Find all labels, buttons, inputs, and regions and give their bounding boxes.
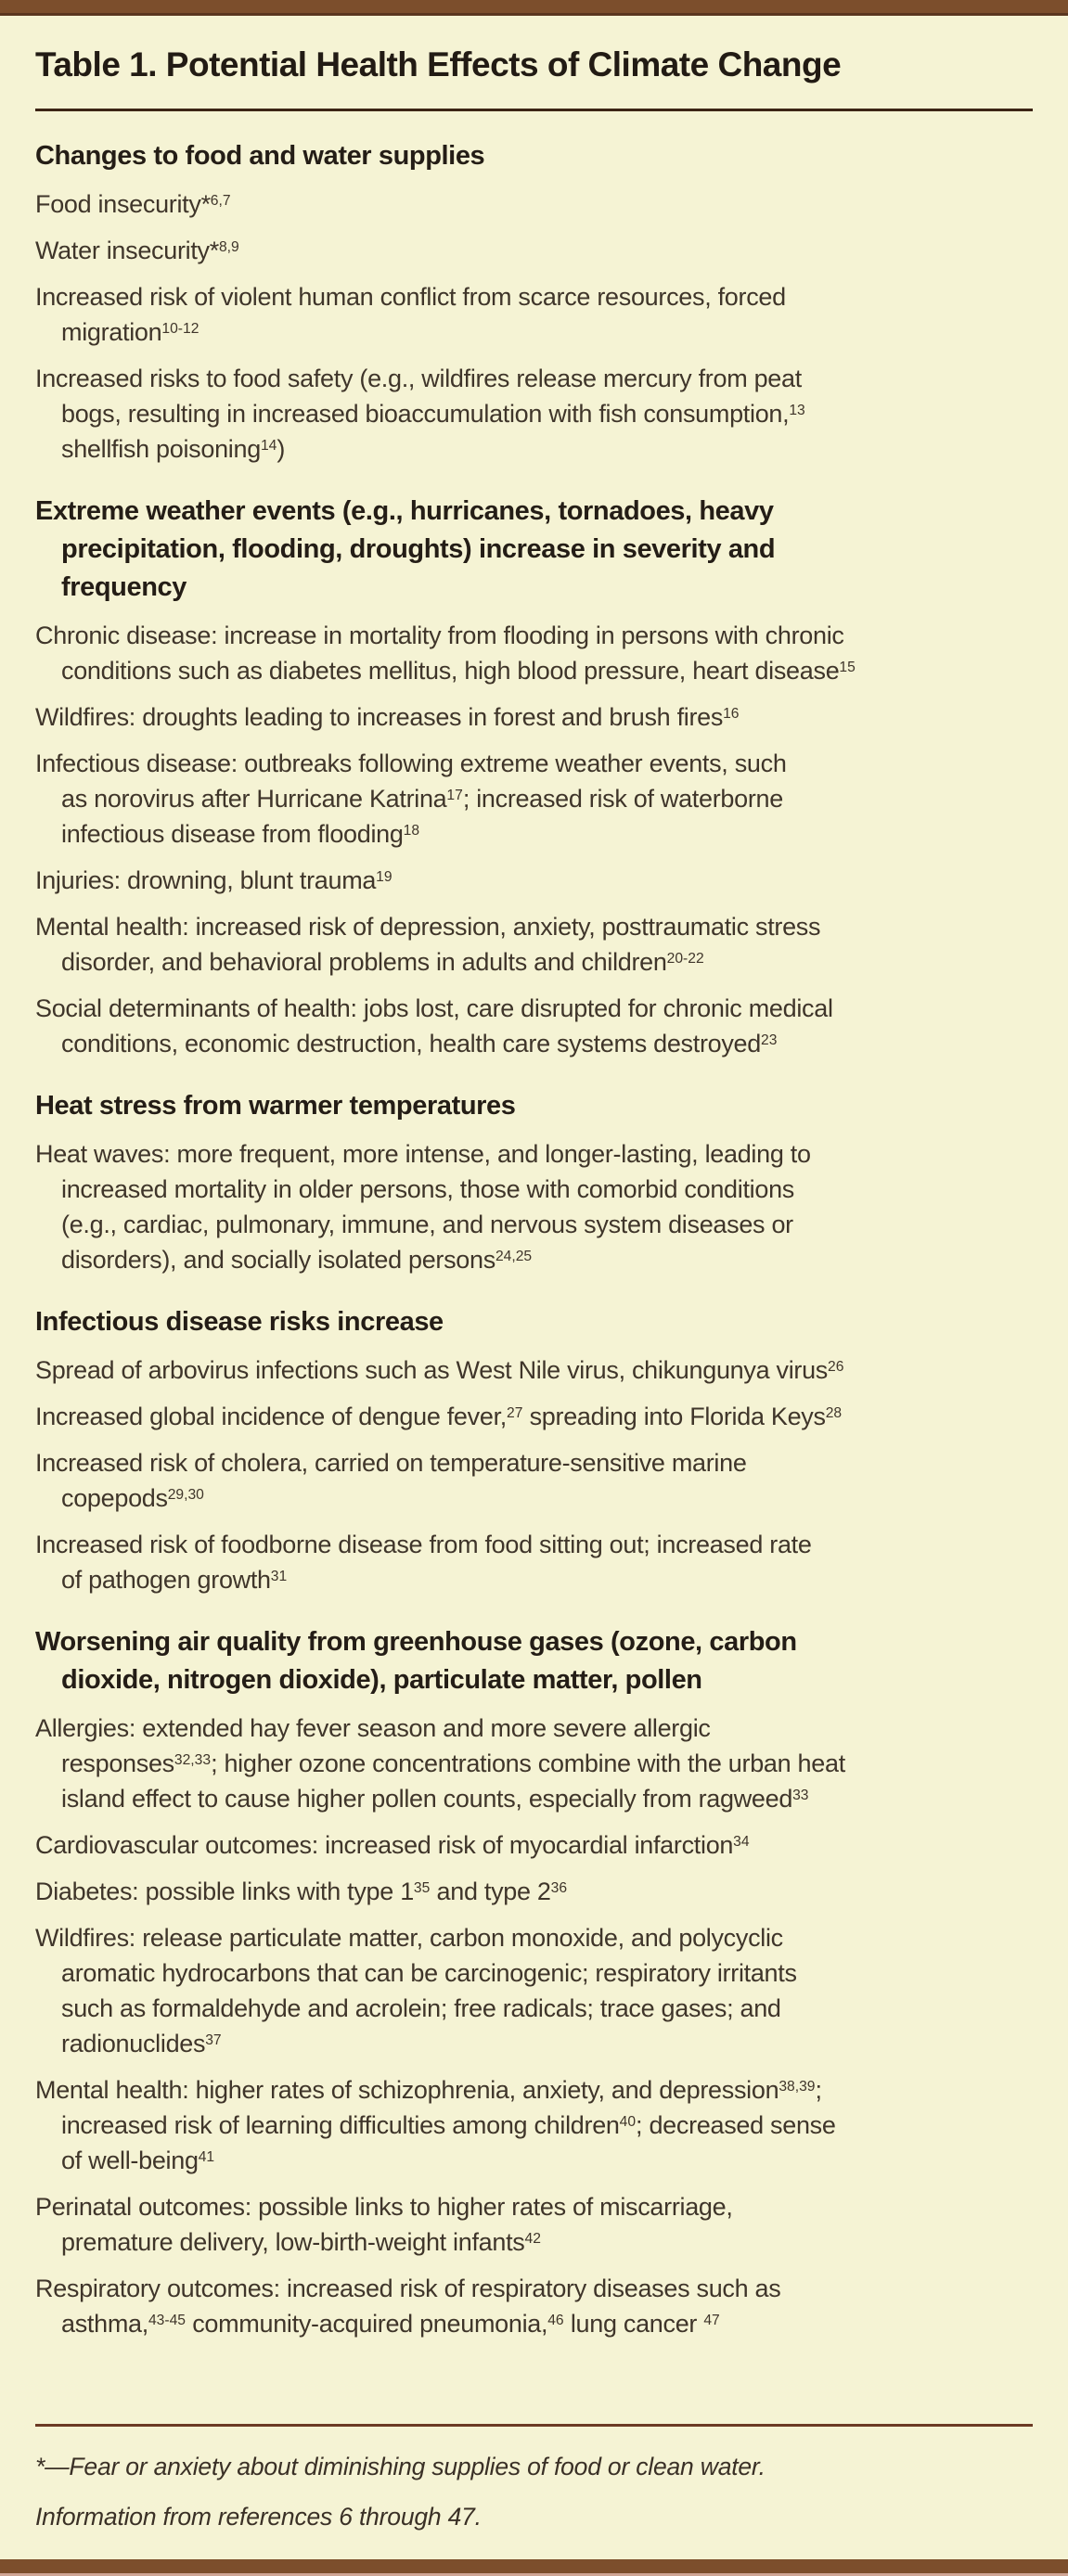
table-item: Mental health: increased risk of depression, anxiety, posttraumatic stress disorder, and behavioral problems in adults and children$^{20-22}$ xyxy=(35,913,821,976)
reference-superscript: 17 xyxy=(446,787,463,803)
table-item: Increased risk of foodborne disease from food sitting out; increased rate of pathogen growth$^{31}$ xyxy=(35,1531,812,1594)
section-infectious-disease xyxy=(35,1303,1033,1597)
reference-superscript: 38,39 xyxy=(778,2078,816,2095)
table-item: Allergies: extended hay fever season and more severe allergic responses$^{32,33}$; higher ozone concentrations combine with the urban heat island effect to cause higher pollen counts, especially from ragweed$^{33}$ xyxy=(35,1714,845,1813)
reference-superscript: 37 xyxy=(205,2031,222,2048)
reference-superscript: 8,9 xyxy=(218,238,239,255)
section-air-quality xyxy=(35,1623,1033,2341)
reference-superscript: 18 xyxy=(403,822,420,839)
section-heading: Heat stress from warmer temperatures xyxy=(35,1091,516,1121)
footnote-source: Information from references 6 through 47. xyxy=(35,2503,482,2531)
reference-superscript: 14 xyxy=(260,437,277,454)
reference-superscript: 41 xyxy=(198,2148,215,2165)
table-item: Diabetes: possible links with type $1^{35}$ and type $2^{36}$ xyxy=(35,1878,568,1905)
table-item: Mental health: higher rates of schizophrenia, anxiety, and depression$^{38,39}$; increased risk of learning difficulties among children$^{40}$; decreased sense of well-being$^{41}$ xyxy=(35,2076,836,2174)
table-item: Water insecurity*$^{8,9}$ xyxy=(35,237,239,264)
reference-superscript: 10-12 xyxy=(161,320,199,337)
section-extreme-weather xyxy=(35,493,1033,1061)
reference-superscript: 31 xyxy=(270,1568,288,1584)
table-item: Increased risk of cholera, carried on temperature-sensitive marine copepods$^{29,30}$ xyxy=(35,1449,747,1512)
table-item: Wildfires: droughts leading to increases in forest and brush fires$^{16}$ xyxy=(35,703,740,731)
reference-superscript: 42 xyxy=(524,2230,541,2247)
bottom-bar xyxy=(0,2559,1068,2573)
table-item: Cardiovascular outcomes: increased risk of myocardial infarction$^{34}$ xyxy=(35,1831,750,1859)
reference-superscript: 6,7 xyxy=(210,192,231,209)
table-item: Wildfires: release particulate matter, carbon monoxide, and polycyclic aromatic hydrocarbons that can be carcinogenic; respiratory irritants such as formaldehyde and acrolein; free radicals; trace gases; and radionuclides$^{37}$ xyxy=(35,1924,797,2057)
reference-superscript: 47 xyxy=(703,2312,720,2328)
table-item: Infectious disease: outbreaks following extreme weather events, such as norovirus after Hurricane Katrina$^{17}$; increased risk of waterborne infectious disease from flooding$^{18}$ xyxy=(35,750,787,848)
reference-superscript: 35 xyxy=(413,1879,431,1896)
table-item: Increased global incidence of dengue fever,$^{27}$ spreading into Florida Keys$^{28}$ xyxy=(35,1403,843,1430)
reference-superscript: 16 xyxy=(723,705,740,722)
table-item: Social determinants of health: jobs lost, care disrupted for chronic medical conditions, economic destruction, health care systems destroyed$^{23}$ xyxy=(35,994,833,1057)
title-rule xyxy=(35,109,1033,111)
reference-superscript: 19 xyxy=(376,868,392,885)
footnote-asterisk: *—Fear or anxiety about diminishing supplies of food or clean water. xyxy=(35,2453,766,2480)
reference-superscript: 43-45 xyxy=(148,2312,186,2328)
table-item: Increased risk of violent human conflict from scarce resources, forced migration$^{10-12}$ xyxy=(35,283,786,346)
section-food-water xyxy=(35,137,1033,467)
reference-superscript: 20-22 xyxy=(666,950,704,967)
section-heading: Extreme weather events (e.g., hurricanes, tornadoes, heavy precipitation, flooding, droughts) increase in severity and frequency xyxy=(35,496,776,602)
reference-superscript: 28 xyxy=(825,1404,843,1421)
reference-superscript: 32,33 xyxy=(174,1751,212,1768)
table-title: Table 1. Potential Health Effects of Climate Change xyxy=(35,45,842,83)
reference-superscript: 23 xyxy=(761,1032,778,1048)
table-item: Increased risks to food safety (e.g., wildfires release mercury from peat bogs, resulting in increased bioaccumulation with fish consumption,$^{13}$ shellfish poisoning$^{14}$) xyxy=(35,365,805,463)
table-item: Respiratory outcomes: increased risk of respiratory diseases such as asthma,$^{43-45}$ community-acquired pneumonia,$^{46}$ lung cancer $^{47}$ xyxy=(35,2275,781,2338)
table-item: Spread of arbovirus infections such as West Nile virus, chikungunya virus$^{26}$ xyxy=(35,1356,844,1384)
table-item: Food insecurity*$^{6,7}$ xyxy=(35,190,231,218)
table-item: Chronic disease: increase in mortality from flooding in persons with chronic conditions such as diabetes mellitus, high blood pressure, heart disease$^{15}$ xyxy=(35,622,856,685)
section-heading: Infectious disease risks increase xyxy=(35,1307,444,1337)
reference-superscript: 13 xyxy=(789,402,805,418)
footnote-rule xyxy=(35,2424,1033,2427)
reference-superscript: 46 xyxy=(547,2312,564,2328)
reference-superscript: 36 xyxy=(550,1879,568,1896)
table-content xyxy=(35,16,1033,2341)
reference-superscript: 24,25 xyxy=(495,1248,533,1264)
reference-superscript: 15 xyxy=(839,659,856,675)
section-heading: Worsening air quality from greenhouse gases (ozone, carbon dioxide, nitrogen dioxide), particulate matter, pollen xyxy=(35,1627,797,1695)
section-heading: Changes to food and water supplies xyxy=(35,141,485,171)
section-heat-stress xyxy=(35,1087,1033,1277)
reference-superscript: 26 xyxy=(828,1358,844,1375)
table-item: Perinatal outcomes: possible links to higher rates of miscarriage, premature delivery, low-birth-weight infants$^{42}$ xyxy=(35,2193,733,2256)
reference-superscript: 33 xyxy=(792,1787,809,1803)
table-item: Injuries: drowning, blunt trauma$^{19}$ xyxy=(35,866,392,894)
top-bar xyxy=(0,0,1068,16)
reference-superscript: 34 xyxy=(733,1833,750,1850)
reference-superscript: 40 xyxy=(619,2113,637,2130)
reference-superscript: 27 xyxy=(506,1404,523,1421)
reference-superscript: 29,30 xyxy=(167,1486,204,1503)
table-item: Heat waves: more frequent, more intense, and longer-lasting, leading to increased mortality in older persons, those with comorbid conditions (e.g., cardiac, pulmonary, immune, and nervous system diseases or disorders), and socially isolated persons$^{24,25}$ xyxy=(35,1140,811,1274)
